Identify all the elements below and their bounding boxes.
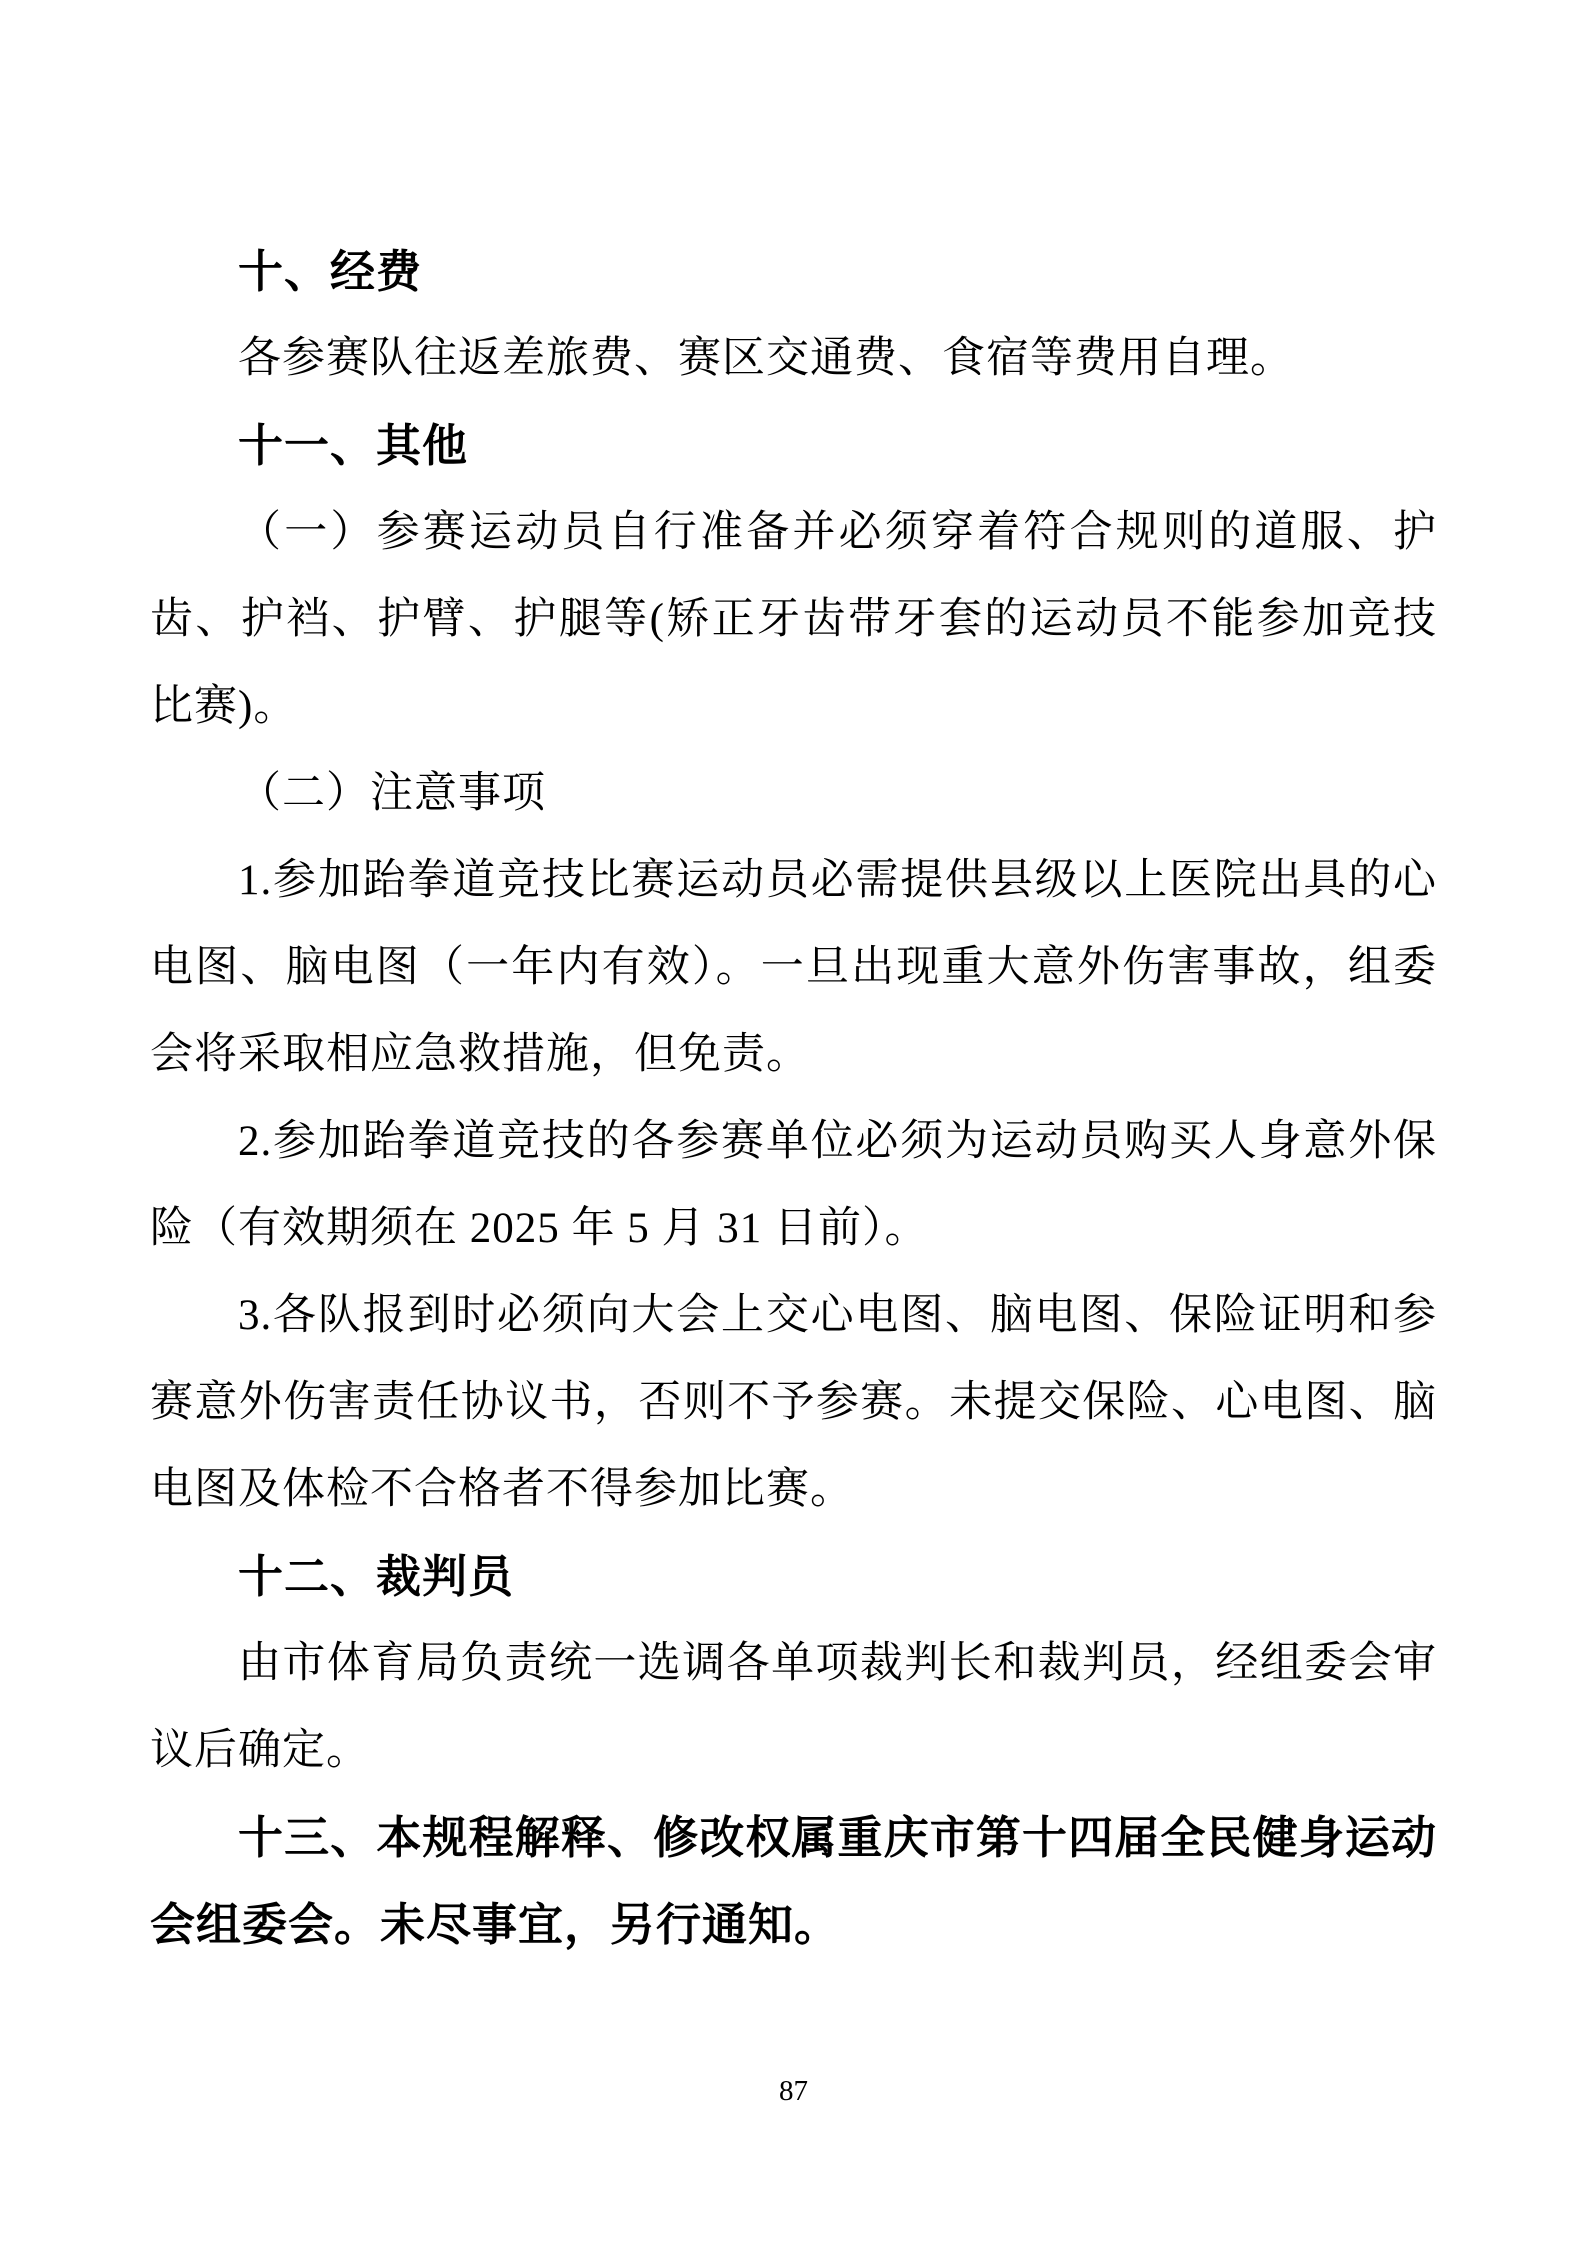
heading-section-ten-funds: 十、经费 (238, 246, 423, 297)
document-content (150, 228, 1437, 1968)
para-note-1-medical-certificates: 1.参加跆拳道竞技比赛运动员必需提供县级以上医院出具的心电图、脑电图（一年内有效）。一旦出现重大意外伤害事故，组委会将采取相应急救措施，但免责。 (150, 857, 1437, 1078)
para-note-3-checkin-documents: 3.各队报到时必须向大会上交心电图、脑电图、保险证明和参赛意外伤害责任协议书，否则不予参赛。未提交保险、心电图、脑电图及体检不合格者不得参加比赛。 (150, 1292, 1437, 1513)
para-notes-subheading: （二）注意事项 (238, 770, 546, 817)
para-travel-expenses: 各参赛队往返差旅费、赛区交通费、食宿等费用自理。 (238, 335, 1294, 382)
para-referee-selection: 由市体育局负责统一选调各单项裁判长和裁判员，经组委会审议后确定。 (150, 1640, 1437, 1774)
para-section-thirteen-interpretation: 十三、本规程解释、修改权属重庆市第十四届全民健身运动会组委会。未尽事宜，另行通知。 (150, 1812, 1437, 1950)
para-note-2-accident-insurance: 2.参加跆拳道竞技的各参赛单位必须为运动员购买人身意外保险（有效期须在 2025 年 5 月 31 日前）。 (150, 1118, 1437, 1252)
heading-section-twelve-referees: 十二、裁判员 (238, 1551, 515, 1602)
para-athlete-equipment-requirements: （一）参赛运动员自行准备并必须穿着符合规则的道服、护齿、护裆、护臂、护腿等(矫正牙齿带牙套的运动员不能参加竞技比赛)。 (150, 509, 1437, 730)
heading-section-eleven-others: 十一、其他 (238, 420, 469, 471)
page-number: 87 (779, 2075, 808, 2107)
